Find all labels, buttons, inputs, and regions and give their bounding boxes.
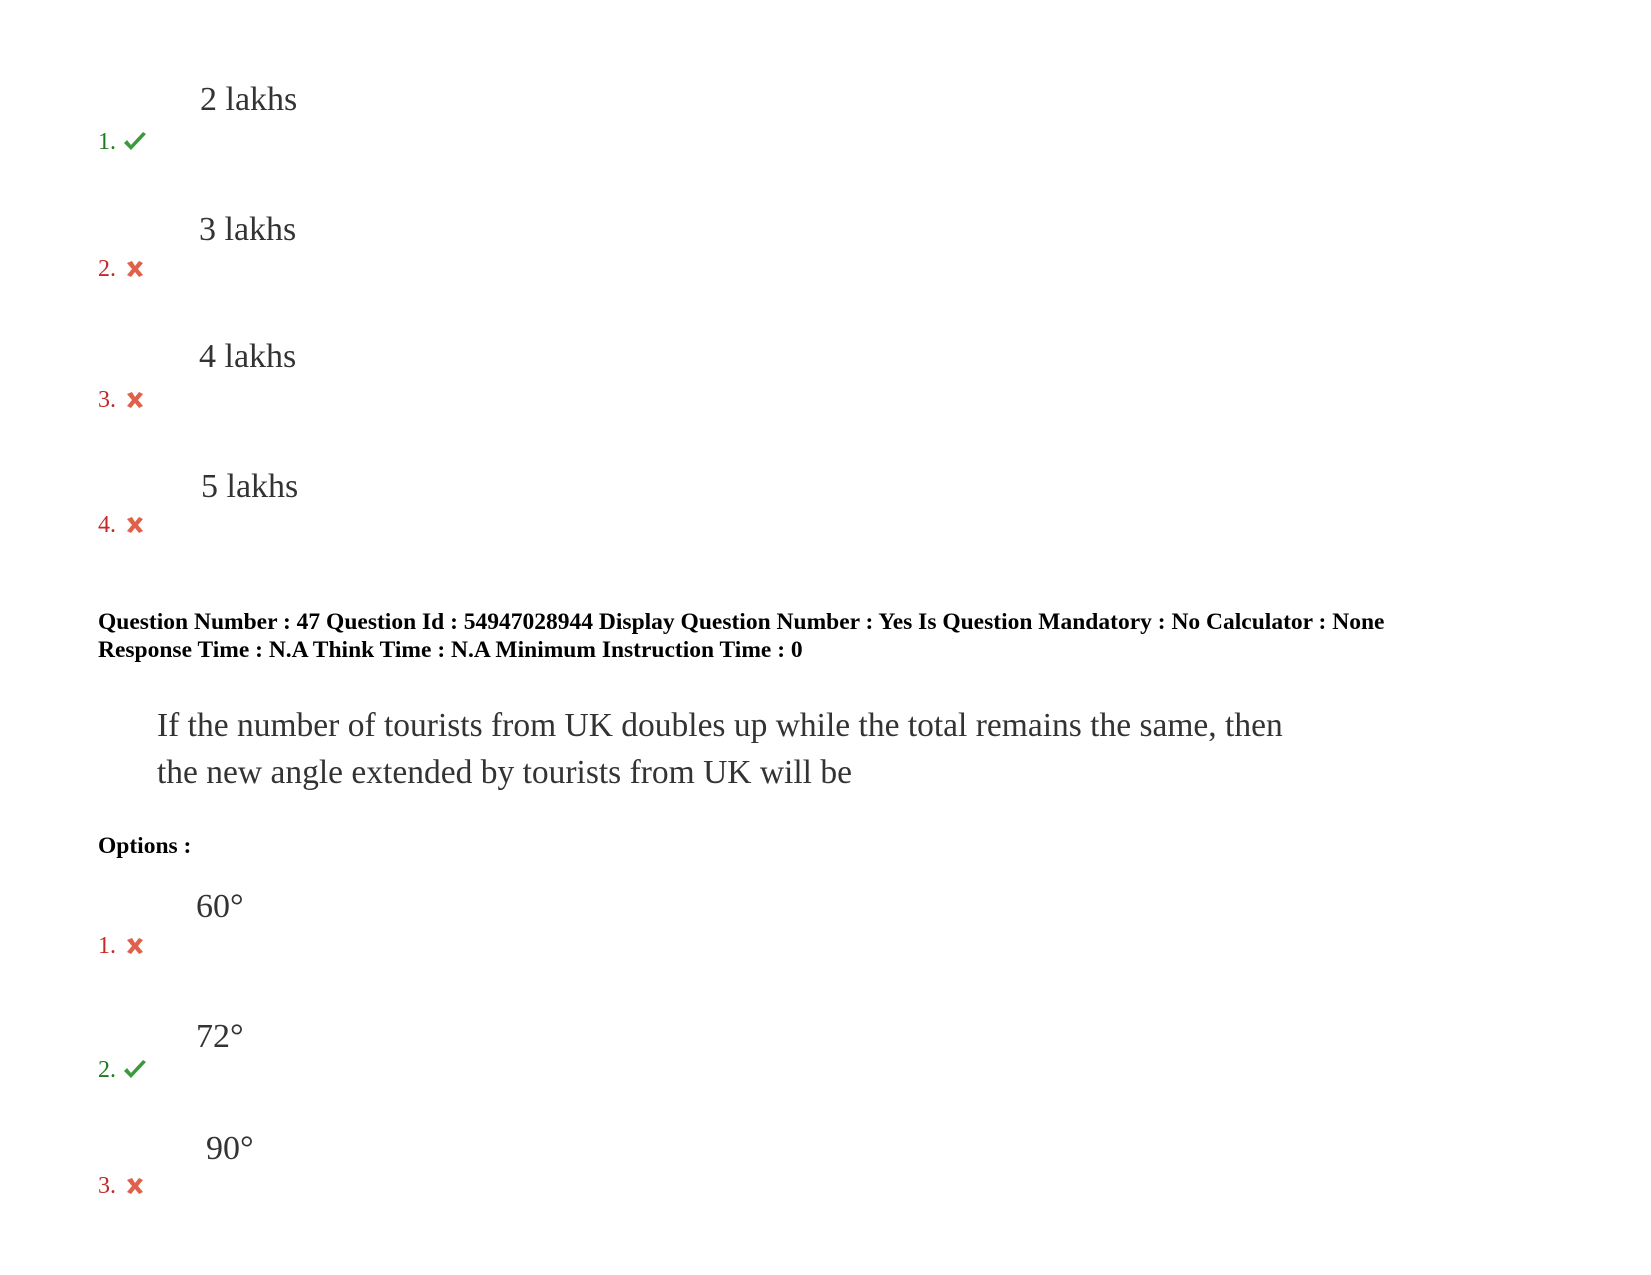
option-number: 1. bbox=[98, 128, 148, 156]
option-text: 90° bbox=[206, 1130, 254, 1167]
question-meta-line-1: Question Number : 47 Question Id : 54947028944 Display Question Number : Yes Is Question Mandatory : No Calculator : None bbox=[98, 609, 1385, 635]
cross-icon bbox=[122, 934, 148, 958]
option-text: 5 lakhs bbox=[201, 468, 299, 505]
option-text: 72° bbox=[196, 1018, 244, 1055]
cross-icon bbox=[122, 1174, 148, 1198]
question-text-line-1: If the number of tourists from UK doubles up while the total remains the same, then bbox=[157, 707, 1283, 744]
question-meta-line-2: Response Time : N.A Think Time : N.A Minimum Instruction Time : 0 bbox=[98, 637, 803, 663]
option-number: 3. bbox=[98, 386, 148, 414]
option-number: 2. bbox=[98, 255, 148, 283]
option-number: 2. bbox=[98, 1056, 148, 1084]
option-number: 3. bbox=[98, 1172, 148, 1200]
check-icon bbox=[122, 130, 148, 154]
option-number: 1. bbox=[98, 932, 148, 960]
options-label: Options : bbox=[98, 833, 192, 859]
question-text bbox=[157, 702, 1283, 796]
question-text-line-2: the new angle extended by tourists from UK will be bbox=[157, 754, 852, 791]
option-text: 4 lakhs bbox=[199, 338, 297, 375]
cross-icon bbox=[122, 257, 148, 281]
question-metadata bbox=[98, 608, 1558, 664]
cross-icon bbox=[122, 388, 148, 412]
option-text: 3 lakhs bbox=[199, 211, 297, 248]
option-text: 2 lakhs bbox=[200, 81, 298, 118]
cross-icon bbox=[122, 513, 148, 537]
option-number: 4. bbox=[98, 511, 148, 539]
check-icon bbox=[122, 1058, 148, 1082]
option-text: 60° bbox=[196, 888, 244, 925]
